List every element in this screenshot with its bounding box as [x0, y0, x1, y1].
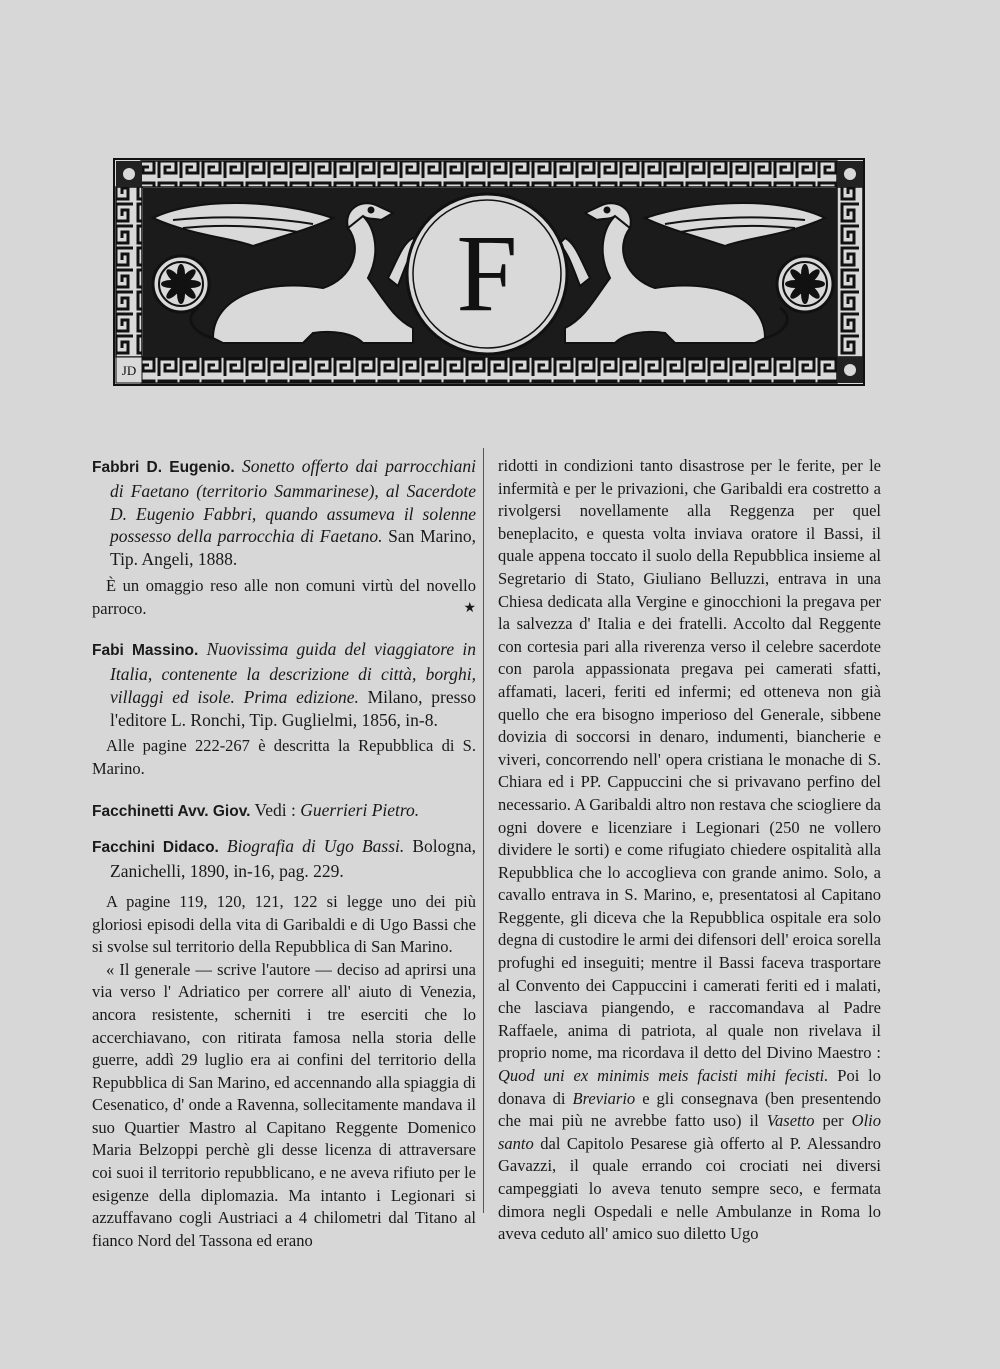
entry-facchinetti — [92, 799, 476, 824]
star-mark: ★ — [463, 600, 476, 616]
entry-fabbri — [92, 455, 476, 620]
body-text: dal Capitolo Pesarese già offerto al P. Alessandro Gavazzi, il quale errando coi crociati nei diversi campeggiati lo aveva tenuto sempre seco, e fermata dimora negli Ospedali e nelle Ambulanze in Roma lo aveva ceduto all' amico suo diletto Ugo — [498, 1133, 881, 1244]
body-paragraph: A pagine 119, 120, 121, 122 si legge uno dei più gloriosi episodi della vita di Garibaldi e di Ugo Bassi che si svolse sul territorio della Repubblica di San Marino. — [92, 891, 476, 957]
author-name: Fabi Massino. — [92, 642, 199, 660]
entry-note — [92, 575, 476, 620]
author-name: Fabbri D. Eugenio. — [92, 459, 235, 476]
column-divider — [483, 448, 484, 1213]
entry-facchini — [92, 835, 476, 883]
griffin-ornament — [113, 158, 865, 386]
artist-monogram: JD — [121, 363, 137, 378]
author-name: Facchinetti Avv. Giov. — [92, 802, 251, 820]
publication-info: Milano, presso l'editore L. Ronchi, Tip. Guglielmi, 1856, in-8. — [110, 686, 476, 730]
entry-heading — [92, 638, 476, 731]
entry-heading — [92, 455, 476, 571]
work-title: Nuovissima guida del viaggiatore in Italia, contenente la descrizione di città, borghi, villaggi ed isole. Prima edizione. — [110, 639, 476, 707]
publication-info: Bologna, Zanichelli, 1890, in-16, pag. 229. — [110, 836, 476, 882]
see-also-label: Vedi : — [254, 799, 296, 820]
work-title: Sonetto offerto dai parrocchiani di Faetano (territorio Sammarinese), al Sacerdote D. Eugenio Fabbri, quando assumeva il solenne possesso della parrocchia di Faetano. — [110, 456, 477, 547]
body-paragraph — [498, 455, 881, 1246]
body-text: e gli consegnava (ben presentendo che mai più ne avrebbe fatto uso) il — [498, 1088, 882, 1131]
right-column — [498, 455, 881, 1246]
decorative-banner — [113, 158, 865, 386]
left-column — [92, 455, 476, 1252]
italic-term: Olio santo — [498, 1111, 882, 1153]
entry-heading — [92, 799, 476, 824]
entry-fabi — [92, 638, 476, 780]
latin-quote: Quod uni ex minimis meis facisti mihi fecisti. — [498, 1066, 829, 1086]
italic-term: Vasetto — [766, 1111, 815, 1131]
publication-info: San Marino, Tip. Angeli, 1888. — [110, 526, 476, 570]
work-title: Biografia di Ugo Bassi. — [226, 836, 405, 857]
initial-letter: F — [456, 212, 518, 334]
author-name: Facchini Didaco. — [92, 839, 219, 857]
body-text: Poi lo donava di — [498, 1066, 882, 1108]
entry-note: Alle pagine 222-267 è descritta la Repubblica di S. Marino. — [92, 736, 476, 778]
left-rosette — [153, 256, 209, 312]
note-text: È un omaggio reso alle non comuni virtù del novello parroco. — [92, 575, 476, 618]
italic-term: Breviario — [572, 1088, 636, 1108]
cross-reference: Guerrieri Pietro. — [300, 799, 420, 820]
body-paragraph: « Il generale — scrive l'autore — deciso ad aprirsi una via verso l' Adriatico per correre all' aiuto di Venezia, ancora resistente, scherniti i tre eserciti che lo accerchiavano, con ritirata famosa nella storia delle guerre, addì 29 luglio era ai confini del territorio della Repubblica di San Marino, ed accennando alla spiaggia di Cesenatico, d' onde a Ravenna, sollecitamente mandava il suo Quartier Mastro al Capitano Reggente Domenico Maria Belzoppi perchè gli desse licenza di attraversare coi suoi il territorio repubblicano, e ne aveva rifiuto per le esigenze della diplomazia. Ma intanto i Legionari si azzuffavano cogli Austriaci a 4 chilometri dal Titano al fianco Nord del Tassona ed erano — [92, 959, 476, 1250]
body-text: per — [822, 1111, 844, 1131]
body-text: ridotti in condizioni tanto disastrose per le ferite, per le infermità e per le privazioni, che Garibaldi era costretto a rivolgersi novellamente alla Reggenza per quel beneplacito, e questa volta inviava oratore il Bassi, il quale appena toccato il suolo della Repubblica insieme al Segretario di Stato, Giuliano Belluzzi, entrava in una Chiesa dedicata alla Vergine e ginocchioni la pregava per la salvezza d' Italia e dei fratelli. Accolto dal Reggente con cortesia pari alla riverenza verso il celebre sacerdote con parola appassionata pregava pei camerati sfatti, affamati, laceri, feriti ed infermi; ed otteneva non già quello che era bisogno imperioso del Generale, sibbene dovizia di soccorsi in denaro, indumenti, biancherie e viveri, concorrendo nell' opera cristiana le monache di S. Chiara ed i PP. Cappuccini che si privavano perfino del necessario. A Garibaldi altro non restava che sciogliere da ogni dovere e licenziare i Legionari (250 ne vollero dividere le sorti) e come rifugiato chiedere ospitalità alla Repubblica che lo accoglieva con grande animo. Solo, a cavallo entrava in S. Marino, e, presentatosi al Capitano Reggente, gli diceva che la Repubblica ospitale era solo degna di custodire le armi dei difensori dell' eroica sorella profughi ed inseguiti; mentre il Bassi faceva trasportare al Convento dei Cappuccini i camerati feriti ed i malati, che lasciava piangendo, e raccomandava al Padre Raffaele, anima di patriota, al quale non rivelava il proprio nome, ma ricordava il detto del Divino Maestro : — [498, 456, 881, 1063]
entry-heading — [92, 835, 476, 883]
right-rosette — [777, 256, 833, 312]
